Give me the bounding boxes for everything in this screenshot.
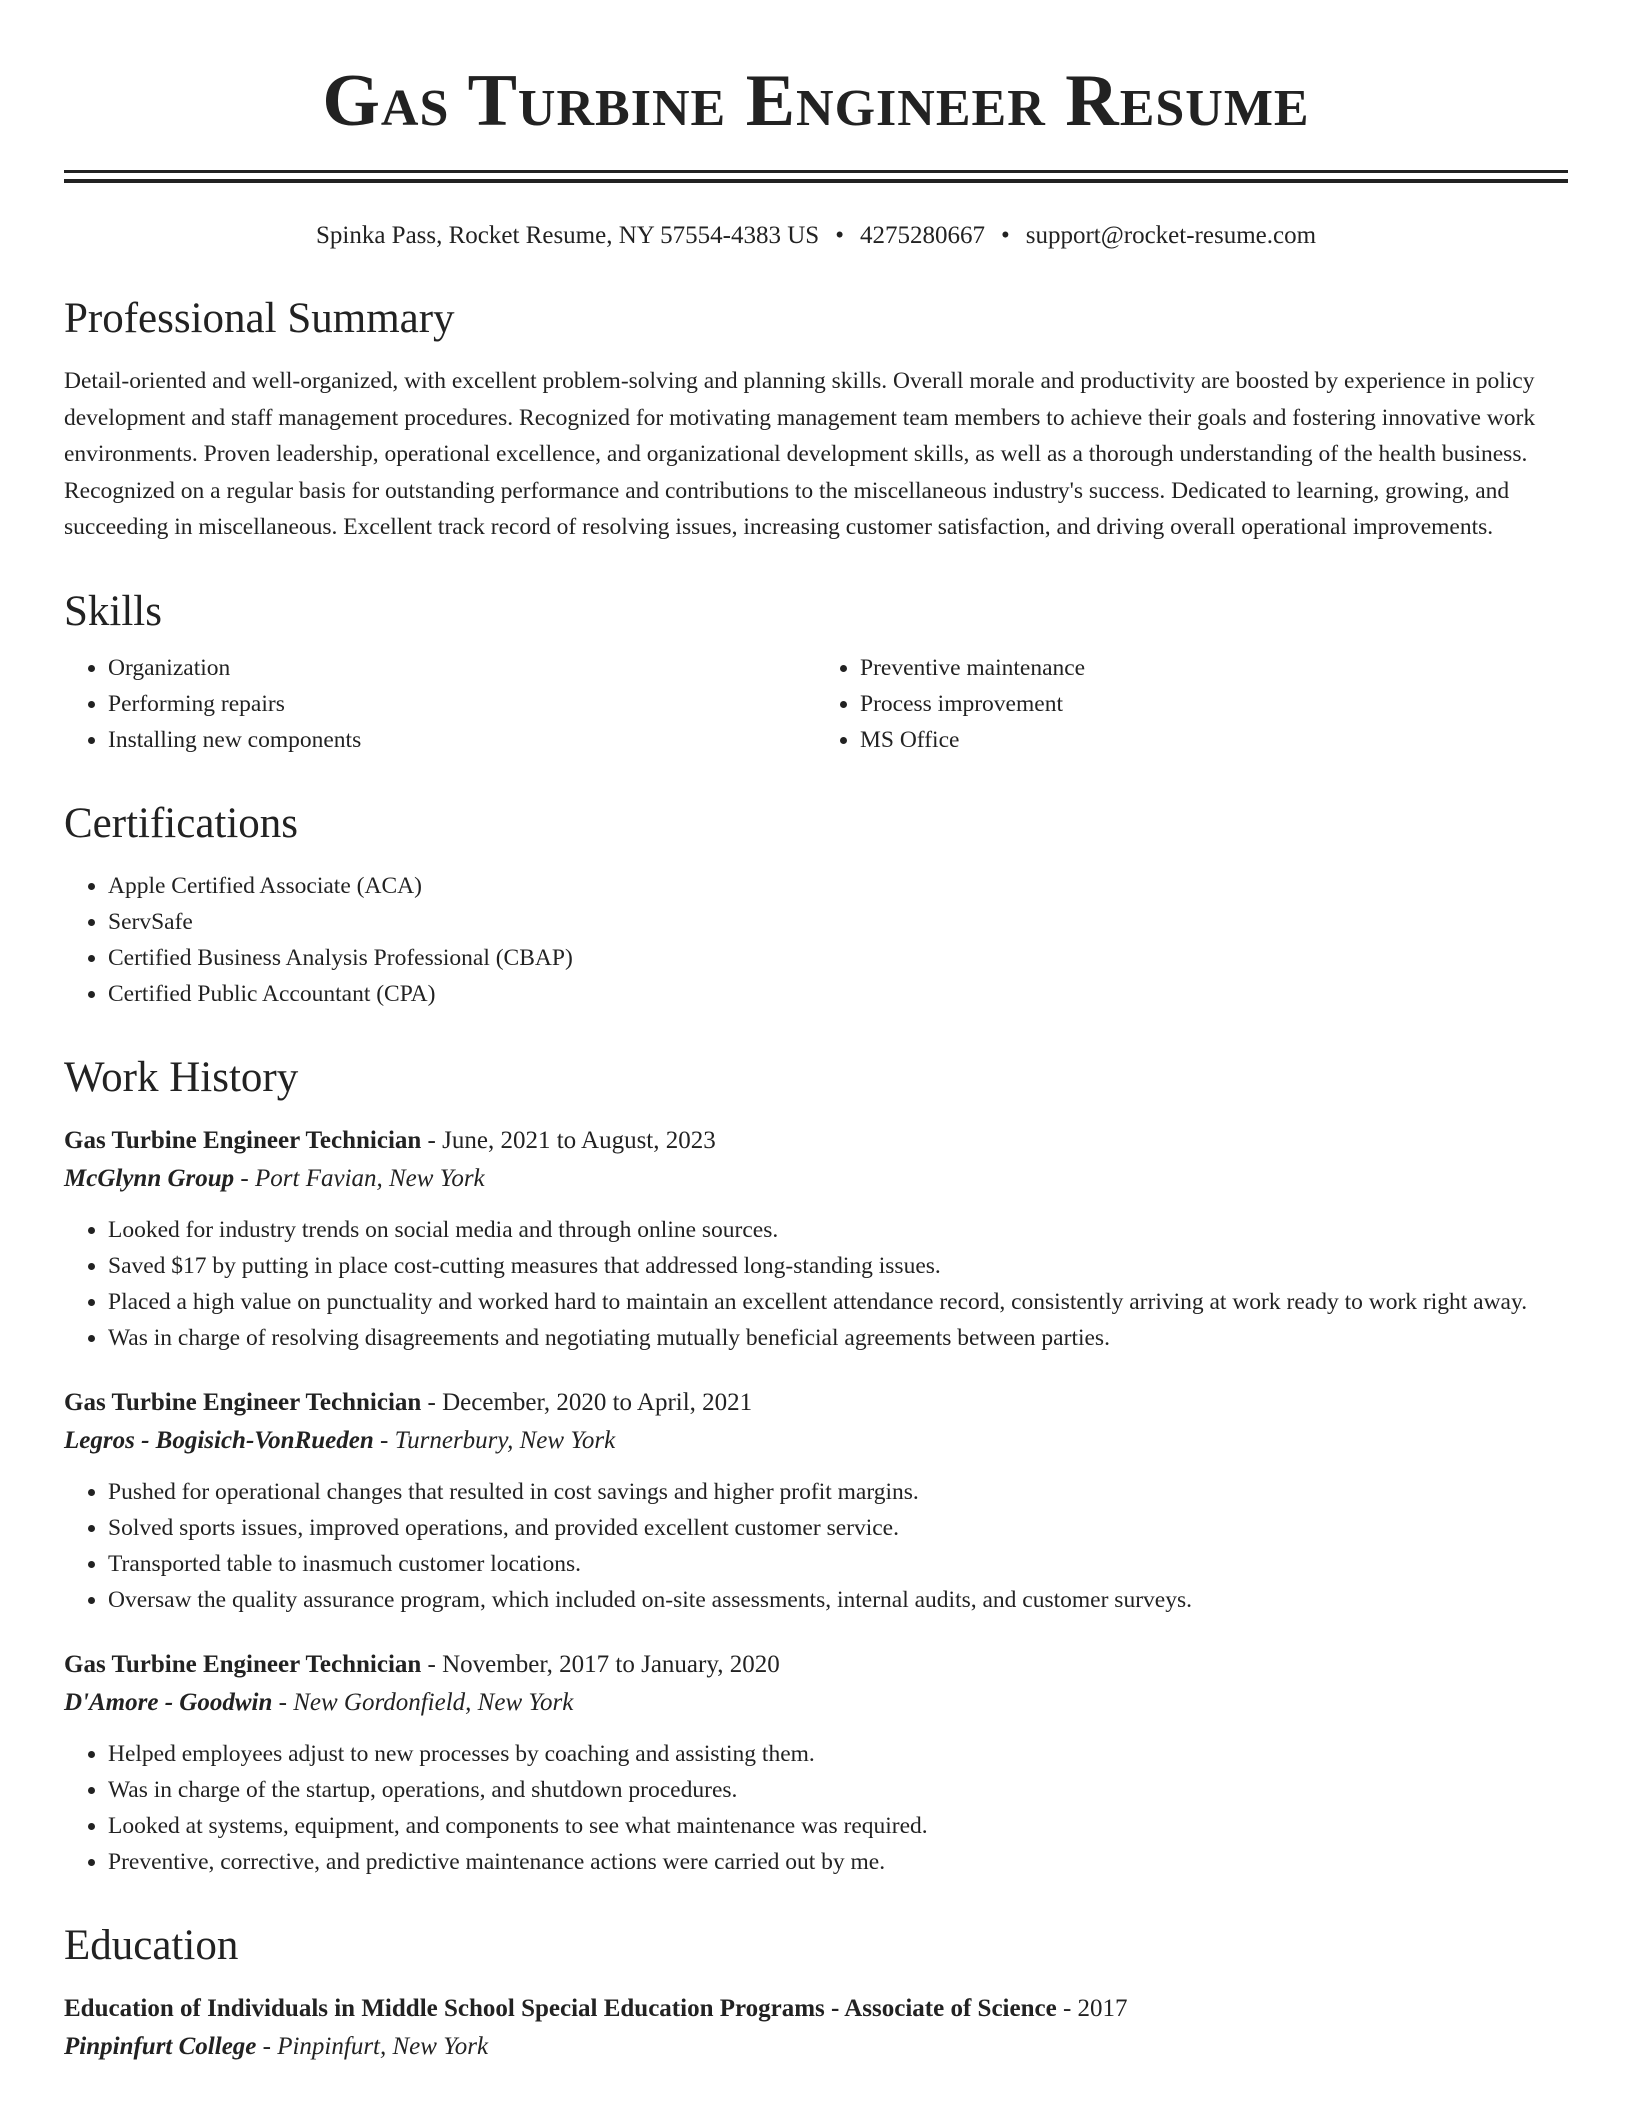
job-title-line	[64, 1646, 1568, 1684]
skill-item: • Process improvement	[860, 686, 1568, 722]
resume-title: Gas Turbine Engineer Resume	[322, 60, 1310, 142]
certification-item: • Certified Business Analysis Professional (CBAP)	[108, 940, 1568, 976]
education-degree-line	[64, 1990, 1568, 2028]
education-degree: Education of Individuals in Middle School Special Education Programs - Associate of Science	[64, 1994, 1057, 2022]
job-title: Gas Turbine Engineer Technician	[64, 1126, 422, 1154]
dash: -	[278, 1688, 287, 1716]
job-bullet: • Solved sports issues, improved operations, and provided excellent customer service.	[108, 1510, 1568, 1546]
skills-column-right	[816, 650, 1568, 758]
education-school-line	[64, 2028, 1568, 2066]
skills-heading: Skills	[64, 587, 162, 635]
job-location: New Gordonfield, New York	[293, 1688, 574, 1716]
summary-text: Detail-oriented and well-organized, with excellent problem-solving and planning skills. Overall morale and productivity are boosted by experience in policy development and staff management procedures. Recognized for motivating management team members to achieve their goals and fostering innovative work environments. Proven leadership, operational excellence, and organizational development skills, as well as a thorough understanding of the health business. Recognized on a regular basis for outstanding performance and contributions to the miscellaneous industry's success. Dedicated to learning, growing, and succeeding in miscellaneous. Excellent track record of resolving issues, increasing customer satisfaction, and driving overall operational improvements.	[64, 368, 1536, 540]
job-entry	[64, 1122, 1568, 1356]
skill-item: • Installing new components	[108, 722, 816, 758]
work-history-heading: Work History	[64, 1053, 299, 1101]
contact-line	[64, 219, 1568, 253]
education-entry	[64, 1990, 1568, 2066]
job-company: McGlynn Group	[64, 1164, 235, 1192]
job-dates: June, 2021 to August, 2023	[442, 1126, 716, 1154]
job-bullet: • Placed a high value on punctuality and worked hard to maintain an excellent attendance record, consistently arriving at work ready to work right away.	[108, 1284, 1568, 1320]
job-company-line	[64, 1160, 1568, 1198]
job-bullets	[64, 1474, 1568, 1618]
job-bullet: • Saved $17 by putting in place cost-cutting measures that addressed long-standing issues.	[108, 1248, 1568, 1284]
job-company: D'Amore - Goodwin	[64, 1688, 273, 1716]
job-title-line	[64, 1122, 1568, 1160]
title-divider	[64, 170, 1568, 183]
job-location: Turnerbury, New York	[394, 1426, 616, 1454]
job-title-line	[64, 1384, 1568, 1422]
dash: -	[427, 1388, 436, 1416]
job-bullets	[64, 1212, 1568, 1356]
contact-phone: 4275280667	[859, 222, 985, 249]
dash: -	[240, 1164, 249, 1192]
dash: -	[427, 1126, 436, 1154]
skill-item: • MS Office	[860, 722, 1568, 758]
dash: -	[380, 1426, 389, 1454]
contact-address: Spinka Pass, Rocket Resume, NY 57554-4383 US	[315, 222, 820, 249]
certification-item: • Apple Certified Associate (ACA)	[108, 868, 1568, 904]
job-title: Gas Turbine Engineer Technician	[64, 1650, 422, 1678]
education-year: 2017	[1077, 1994, 1128, 2022]
job-company-line	[64, 1422, 1568, 1460]
job-title: Gas Turbine Engineer Technician	[64, 1388, 422, 1416]
summary-heading: Professional Summary	[64, 295, 455, 342]
job-bullets	[64, 1736, 1568, 1880]
certifications-heading: Certifications	[64, 799, 299, 847]
job-company: Legros - Bogisich-VonRueden	[64, 1426, 374, 1454]
skills-column-left	[64, 650, 816, 758]
job-bullet: • Pushed for operational changes that resulted in cost savings and higher profit margins.	[108, 1474, 1568, 1510]
job-bullet: • Transported table to inasmuch customer locations.	[108, 1546, 1568, 1582]
education-location: Pinpinfurt, New York	[277, 2032, 489, 2060]
dash: -	[262, 2032, 271, 2060]
job-entry	[64, 1646, 1568, 1880]
skills-list	[64, 638, 1568, 758]
contact-separator: •	[835, 222, 844, 249]
certifications-list	[64, 868, 1568, 1012]
contact-separator: •	[1000, 222, 1010, 249]
skill-item: • Preventive maintenance	[860, 650, 1568, 686]
dash: -	[427, 1650, 436, 1678]
job-bullet: • Was in charge of the startup, operations, and shutdown procedures.	[108, 1772, 1568, 1808]
job-bullet: • Looked for industry trends on social media and through online sources.	[108, 1212, 1568, 1248]
skill-item: • Organization	[108, 650, 816, 686]
education-heading: Education	[64, 1921, 239, 1969]
job-bullet: • Oversaw the quality assurance program, which included on-site assessments, internal audits, and customer surveys.	[108, 1582, 1568, 1618]
job-bullet: • Helped employees adjust to new processes by coaching and assisting them.	[108, 1736, 1568, 1772]
certification-item: • Certified Public Accountant (CPA)	[108, 976, 1568, 1012]
job-location: Port Favian, New York	[255, 1164, 485, 1192]
job-entry	[64, 1384, 1568, 1618]
skill-item: • Performing repairs	[108, 686, 816, 722]
dash: -	[1062, 1994, 1072, 2022]
certification-item: • ServSafe	[108, 904, 1568, 940]
job-dates: November, 2017 to January, 2020	[442, 1650, 780, 1678]
job-bullet: • Was in charge of resolving disagreements and negotiating mutually beneficial agreements between parties.	[108, 1320, 1568, 1356]
job-bullet: • Looked at systems, equipment, and components to see what maintenance was required.	[108, 1808, 1568, 1844]
work-history-list	[64, 1122, 1568, 1880]
job-company-line	[64, 1684, 1568, 1722]
education-school: Pinpinfurt College	[64, 2032, 257, 2060]
job-bullet: • Preventive, corrective, and predictive maintenance actions were carried out by me.	[108, 1844, 1568, 1880]
contact-email: support@rocket-resume.com	[1025, 222, 1317, 249]
job-dates: December, 2020 to April, 2021	[442, 1388, 753, 1416]
